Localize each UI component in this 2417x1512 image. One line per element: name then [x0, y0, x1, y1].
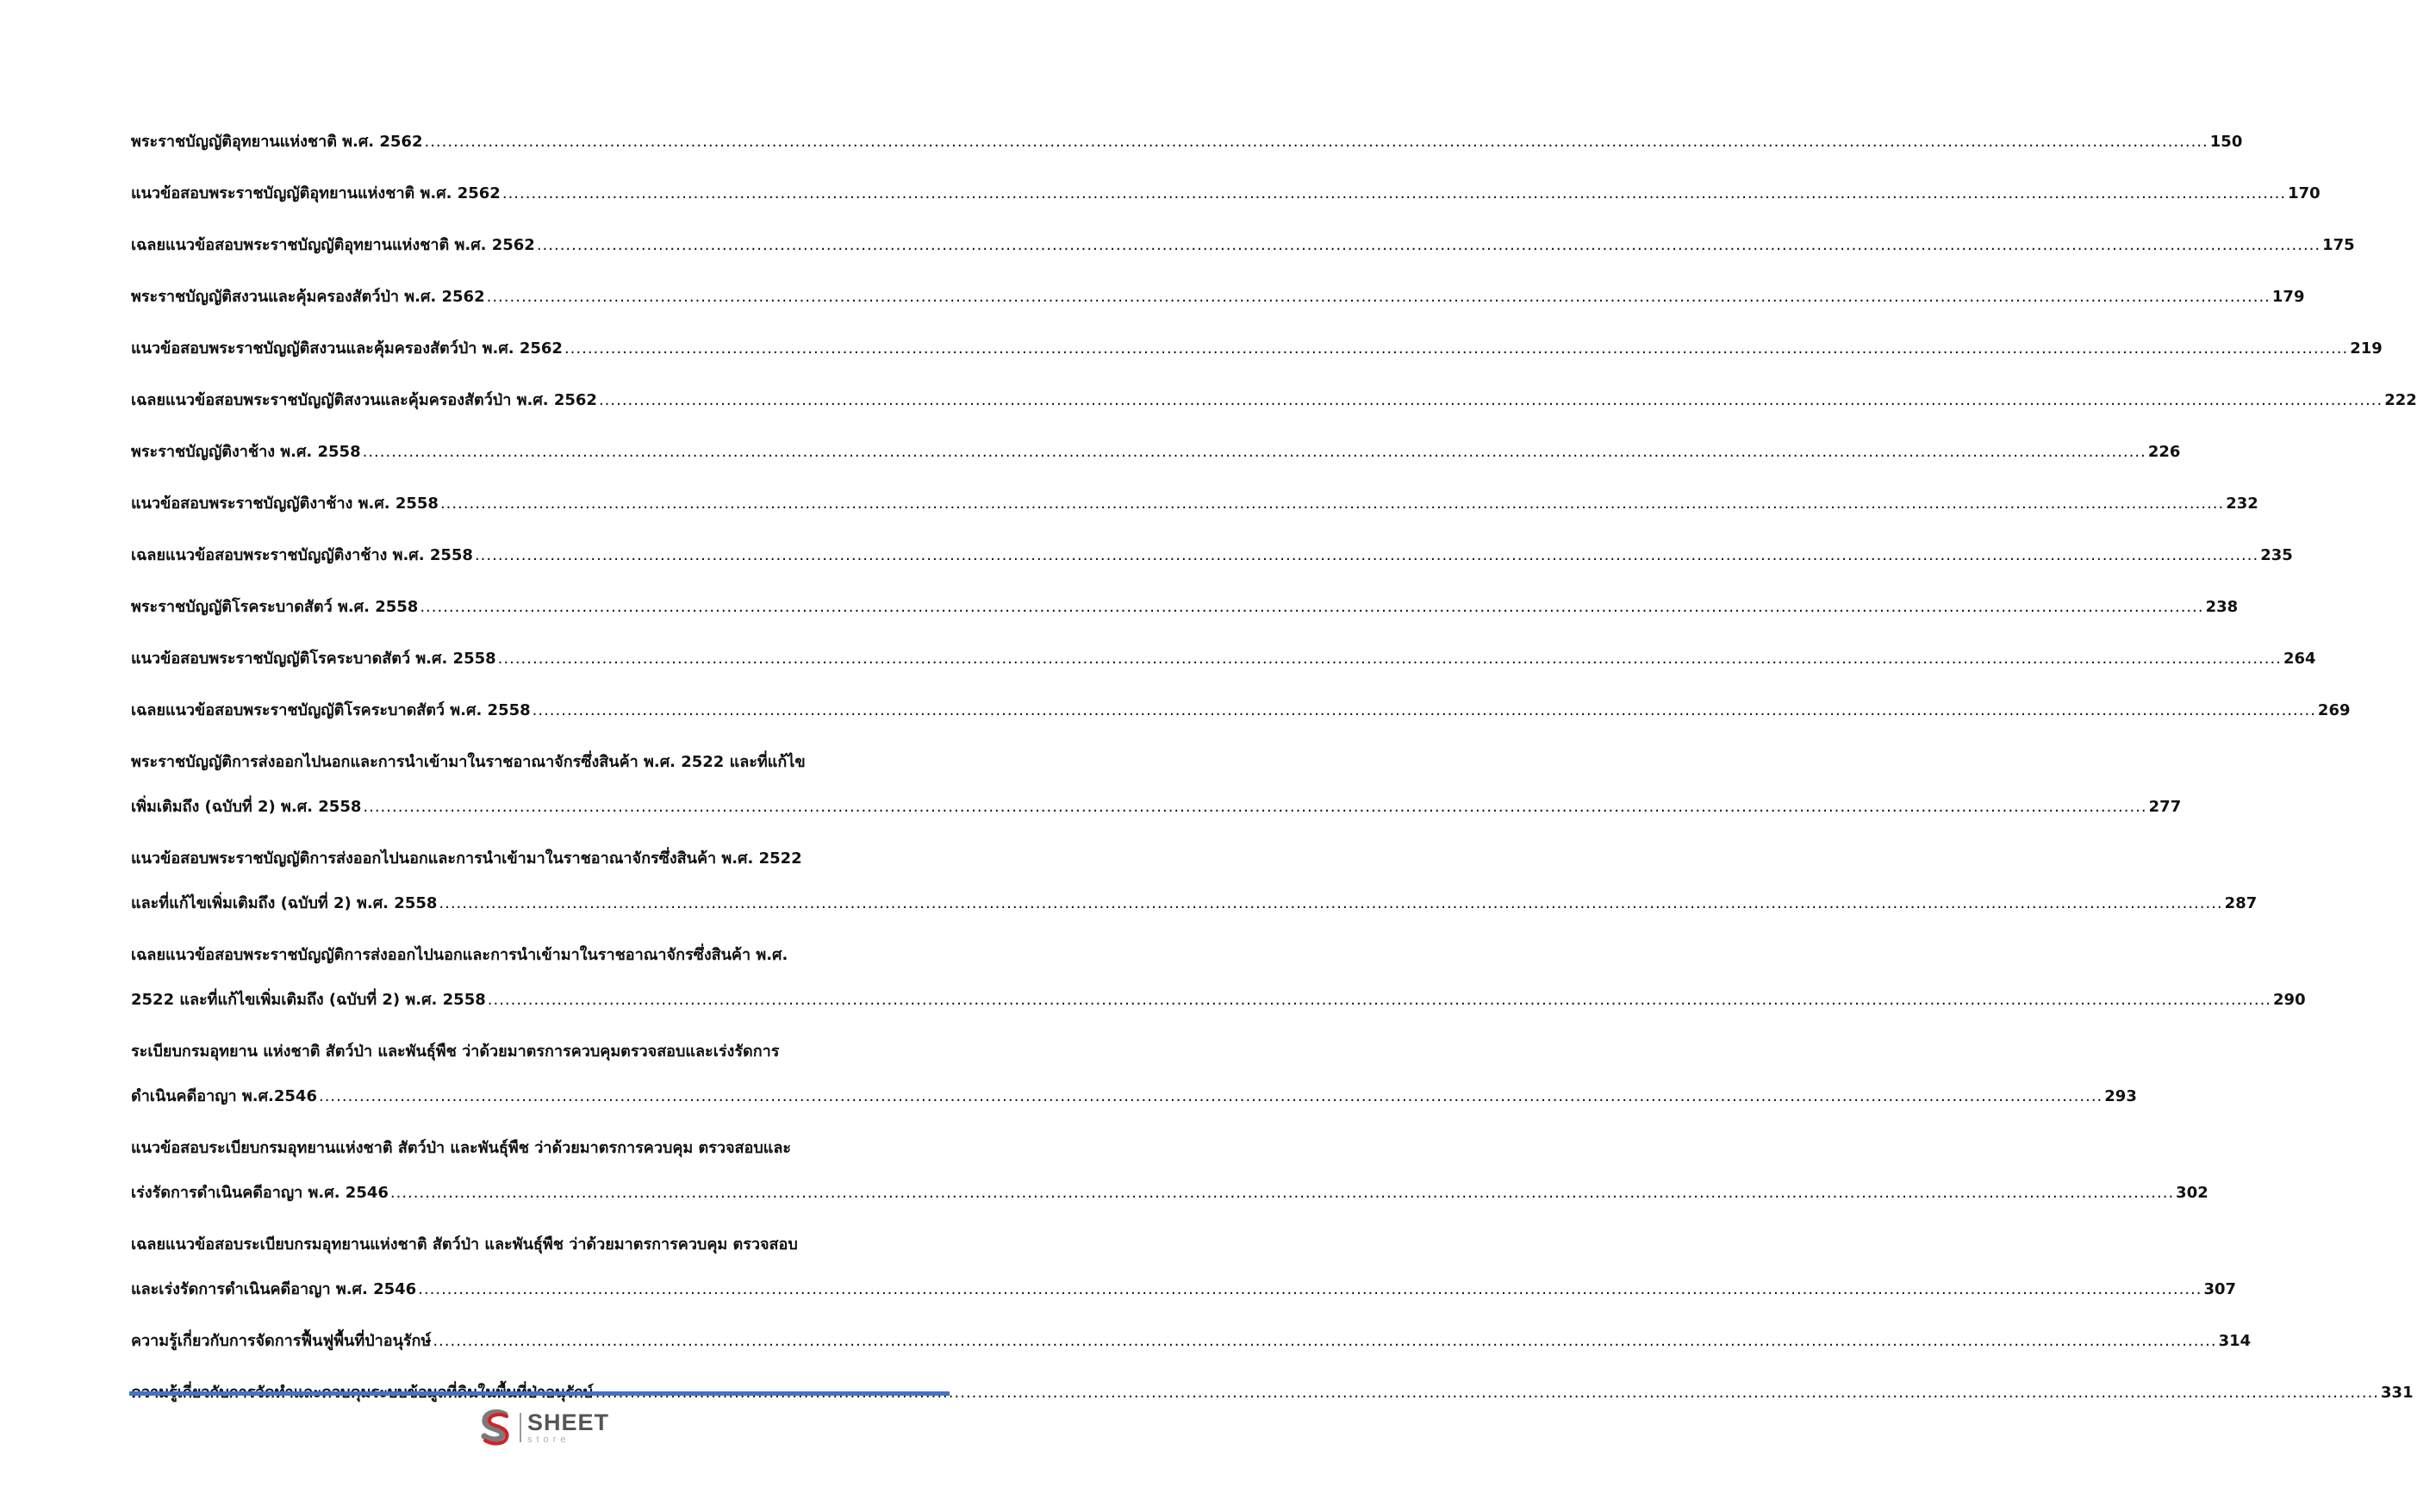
toc-entry[interactable]: [131, 183, 2320, 205]
toc-entry-title: ดำเนินคดีอาญา พ.ศ.2546: [131, 1087, 317, 1105]
dot-leader: [363, 796, 2146, 818]
toc-entry-leader-line: [131, 234, 2355, 257]
dot-leader: [533, 700, 2316, 722]
toc-entry[interactable]: [131, 389, 2417, 412]
toc-entry[interactable]: [131, 286, 2305, 308]
toc-entry-title: เฉลยแนวข้อสอบพระราชบัญญัติงาช้าง พ.ศ. 2558: [131, 546, 473, 564]
toc-entry-title: เร่งรัดการดำเนินคดีอาญา พ.ศ. 2546: [131, 1184, 389, 1202]
logo-subword: store: [527, 1434, 570, 1445]
dot-leader: [418, 1279, 2202, 1301]
dot-leader: [420, 596, 2203, 619]
logo-wordmark: [527, 1411, 609, 1445]
toc-page-number: 314: [2218, 1332, 2252, 1350]
dot-leader: [433, 1330, 2216, 1353]
toc-entry[interactable]: [131, 1137, 2208, 1204]
toc-entry[interactable]: [131, 944, 2306, 1011]
dot-leader: [488, 989, 2271, 1011]
toc-entry-title: พระราชบัญญัติโรคระบาดสัตว์ พ.ศ. 2558: [131, 598, 419, 616]
toc-entry-leader-line: [131, 441, 2181, 464]
toc-entry[interactable]: [131, 1041, 2137, 1108]
toc-entry-title: เฉลยแนวข้อสอบพระราชบัญญัติอุทยานแห่งชาติ พ.ศ. 2562: [131, 236, 535, 254]
toc-entry[interactable]: [131, 1330, 2252, 1353]
toc-entry-leader-line: [131, 493, 2258, 515]
toc-entry-leader-line: [131, 1330, 2252, 1353]
table-of-contents: [131, 131, 2417, 1434]
logo-word: SHEET: [527, 1409, 610, 1435]
toc-entry-title-line: แนวข้อสอบระเบียบกรมอุทยานแห่งชาติ สัตว์ป่า และพันธุ์พืช ว่าด้วยมาตรการควบคุม ตรวจสอบและ: [131, 1139, 792, 1157]
toc-entry-title: พระราชบัญญัติสงวนและคุ้มครองสัตว์ป่า พ.ศ. 2562: [131, 288, 485, 306]
toc-page-number: 226: [2147, 443, 2181, 461]
toc-entry-title: แนวข้อสอบพระราชบัญญัติอุทยานแห่งชาติ พ.ศ. 2562: [131, 184, 501, 202]
dot-leader: [502, 183, 2286, 205]
toc-page-number: 170: [2288, 184, 2320, 202]
toc-page-number: 219: [2350, 339, 2383, 358]
toc-entry-title: เพิ่มเติมถึง (ฉบับที่ 2) พ.ศ. 2558: [131, 798, 362, 816]
toc-entry-leader-line: [131, 1086, 2137, 1108]
toc-entry-leader-line: [131, 700, 2351, 722]
toc-entry-leader-line: [131, 648, 2316, 670]
toc-entry[interactable]: [131, 234, 2355, 257]
toc-page-number: 307: [2203, 1280, 2237, 1298]
toc-page-number: 302: [2176, 1184, 2208, 1202]
dot-leader: [439, 893, 2222, 915]
toc-entry-title: เฉลยแนวข้อสอบพระราชบัญญัติสงวนและคุ้มครองสัตว์ป่า พ.ศ. 2562: [131, 391, 597, 409]
toc-page-number: 290: [2273, 991, 2306, 1009]
toc-entry[interactable]: [131, 596, 2239, 619]
dot-leader: [537, 234, 2320, 257]
logo-separator: [520, 1413, 521, 1442]
toc-entry-title-line: แนวข้อสอบพระราชบัญญัติการส่งออกไปนอกและการนำเข้ามาในราชอาณาจักรซึ่งสินค้า พ.ศ. 2522: [131, 849, 802, 868]
toc-entry-title: แนวข้อสอบพระราชบัญญัติงาช้าง พ.ศ. 2558: [131, 495, 439, 513]
dot-leader: [487, 286, 2271, 308]
toc-entry[interactable]: [131, 131, 2243, 153]
dot-leader: [475, 544, 2258, 567]
toc-page-number: 235: [2260, 546, 2293, 564]
toc-entry-title: ความรู้เกี่ยวกับการจัดการฟื้นฟูพื้นที่ป่าอนุรักษ์: [131, 1332, 432, 1350]
dot-leader: [424, 131, 2208, 153]
dot-leader: [599, 389, 2383, 412]
toc-page-number: 269: [2317, 701, 2351, 719]
toc-entry[interactable]: [131, 441, 2181, 464]
toc-entry-title-line: ระเบียบกรมอุทยาน แห่งชาติ สัตว์ป่า และพันธุ์พืช ว่าด้วยมาตรการควบคุมตรวจสอบและเร่งรัดการ: [131, 1042, 780, 1061]
toc-entry[interactable]: [131, 700, 2351, 722]
toc-entry-leader-line: [131, 338, 2383, 360]
toc-entry-leader-line: [131, 596, 2239, 619]
toc-entry-title: เฉลยแนวข้อสอบพระราชบัญญัติโรคระบาดสัตว์ พ.ศ. 2558: [131, 701, 531, 719]
sheet-store-logo: [476, 1406, 622, 1449]
toc-entry-title: และเร่งรัดการดำเนินคดีอาญา พ.ศ. 2546: [131, 1280, 417, 1298]
toc-page-number: 264: [2283, 650, 2316, 668]
dot-leader: [498, 648, 2282, 670]
toc-page-number: 175: [2322, 236, 2355, 254]
toc-entry-title: แนวข้อสอบพระราชบัญญัติโรคระบาดสัตว์ พ.ศ. 2558: [131, 650, 496, 668]
toc-page-number: 179: [2271, 288, 2305, 306]
toc-entry-title: และที่แก้ไขเพิ่มเติมถึง (ฉบับที่ 2) พ.ศ. 2558: [131, 894, 438, 912]
sheet-store-s-icon: [476, 1408, 515, 1447]
toc-page-number: 232: [2226, 495, 2258, 513]
toc-entry-title-line: เฉลยแนวข้อสอบระเบียบกรมอุทยานแห่งชาติ สัตว์ป่า และพันธุ์พืช ว่าด้วยมาตรการควบคุม ตรวจสอบ: [131, 1235, 798, 1254]
toc-entry-title: พระราชบัญญัติงาช้าง พ.ศ. 2558: [131, 443, 361, 461]
footer-rule: [129, 1391, 950, 1396]
toc-entry-title: 2522 และที่แก้ไขเพิ่มเติมถึง (ฉบับที่ 2) พ.ศ. 2558: [131, 991, 486, 1009]
toc-entry[interactable]: [131, 1234, 2237, 1301]
toc-entry-leader-line: [131, 893, 2258, 915]
toc-page-number: 238: [2205, 598, 2239, 616]
toc-entry-title-line: เฉลยแนวข้อสอบพระราชบัญญัติการส่งออกไปนอกและการนำเข้ามาในราชอาณาจักรซึ่งสินค้า พ.ศ.: [131, 946, 788, 964]
toc-page-number: 293: [2104, 1087, 2137, 1105]
toc-page-number: 277: [2148, 798, 2182, 816]
toc-page-number: 222: [2384, 391, 2417, 409]
dot-leader: [363, 441, 2146, 464]
toc-entry[interactable]: [131, 544, 2293, 567]
toc-page-number: 287: [2224, 894, 2258, 912]
toc-entry-leader-line: [131, 796, 2182, 818]
toc-page-number: 331: [2381, 1384, 2414, 1402]
dot-leader: [319, 1086, 2102, 1108]
dot-leader: [564, 338, 2348, 360]
toc-entry[interactable]: [131, 493, 2258, 515]
toc-entry-title: พระราชบัญญัติอุทยานแห่งชาติ พ.ศ. 2562: [131, 133, 423, 151]
toc-entry-title: แนวข้อสอบพระราชบัญญัติสงวนและคุ้มครองสัตว์ป่า พ.ศ. 2562: [131, 339, 563, 358]
dot-leader: [390, 1182, 2174, 1204]
toc-entry[interactable]: [131, 848, 2258, 915]
toc-entry-leader-line: [131, 1182, 2208, 1204]
toc-entry-title-line: พระราชบัญญัติการส่งออกไปนอกและการนำเข้ามาในราชอาณาจักรซึ่งสินค้า พ.ศ. 2522 และที่แก้ไข: [131, 753, 806, 771]
toc-page-number: 150: [2209, 133, 2243, 151]
toc-entry-leader-line: [131, 389, 2417, 412]
dot-leader: [440, 493, 2224, 515]
toc-entry-leader-line: [131, 544, 2293, 567]
toc-entry-leader-line: [131, 1279, 2237, 1301]
toc-entry-leader-line: [131, 183, 2320, 205]
toc-entry[interactable]: [131, 648, 2316, 670]
toc-entry-leader-line: [131, 131, 2243, 153]
toc-entry-leader-line: [131, 286, 2305, 308]
toc-entry[interactable]: [131, 751, 2182, 818]
toc-entry-leader-line: [131, 989, 2306, 1011]
toc-entry[interactable]: [131, 338, 2383, 360]
